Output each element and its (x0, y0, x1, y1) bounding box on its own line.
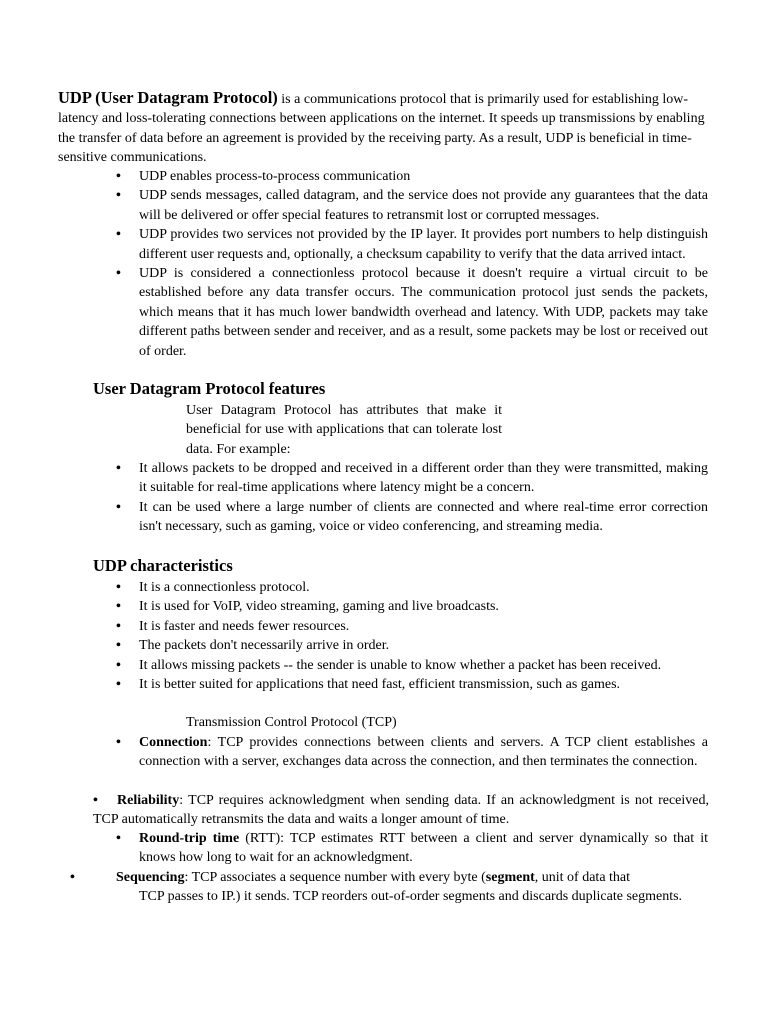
intro-lead: UDP (User Datagram Protocol) (58, 88, 278, 107)
characteristics-bullet-list (116, 578, 708, 694)
sequencing-text-2: , unit of data that (534, 870, 631, 885)
characteristics-heading: UDP characteristics (93, 556, 233, 575)
connection-term: Connection (139, 735, 208, 750)
tcp-rtt-list (116, 829, 708, 868)
tcp-sequencing (70, 868, 720, 907)
list-item: • It allows missing packets -- the sender is unable to know whether a packet has been received. (116, 656, 708, 675)
segment-term: segment (485, 870, 535, 885)
features-bullet-list (116, 459, 708, 537)
sequencing-continuation: TCP passes to IP.) it sends. TCP reorders out-of-order segments and discards duplicate segments. (139, 889, 683, 905)
list-item: • It is a connectionless protocol. (116, 578, 708, 597)
tcp-connection-list (116, 733, 708, 772)
list-item: • UDP is considered a connectionless protocol because it doesn't require a virtual circuit to be established before any data transfer occurs. The communication protocol just sends the packets, which means that it has much lower bandwidth overhead and latency. With UDP, packets may take different paths between sender and receiver, and as a result, some packets may be lost or received out of order. (116, 264, 708, 361)
list-item: • It allows packets to be dropped and received in a different order than they were transmitted, making it suitable for real-time applications where latency might be a concern. (116, 459, 708, 498)
intro-paragraph (58, 88, 718, 168)
bullet-dot: • (93, 793, 98, 808)
rtt-term: Round-trip time (139, 831, 240, 846)
features-heading: User Datagram Protocol features (93, 379, 326, 398)
bullet-dot: • (70, 870, 75, 885)
list-item: • UDP enables process-to-process communication (116, 167, 708, 186)
sequencing-first-line (70, 868, 720, 887)
list-item: • The packets don't necessarily arrive in order. (116, 636, 708, 655)
list-item (116, 733, 708, 772)
list-item: • It is better suited for applications that need fast, efficient transmission, such as games. (116, 675, 708, 694)
intro-bullet-list (116, 167, 708, 361)
list-item (116, 829, 708, 868)
sequencing-term: Sequencing (116, 870, 185, 885)
list-item: • It is used for VoIP, video streaming, gaming and live broadcasts. (116, 597, 708, 616)
intro-text: is a communications protocol that is primarily used for establishing low-latency and loss-tolerating connections between applications on the internet. It speeds up transmissions by enabling the transfer of data before an agreement is provided by the receiving party. As a result, UDP is beneficial in time-sensitive communications. (58, 92, 705, 166)
connection-text: : TCP provides connections between clients and servers. A TCP client establishes a connection with a server, exchanges data across the connection, and then terminates the connection. (139, 735, 708, 770)
rtt-text: (RTT): TCP estimates RTT between a client and server dynamically so that it knows how long to wait for an acknowledgment. (139, 831, 708, 866)
tcp-reliability (93, 791, 709, 830)
list-item: • It is faster and needs fewer resources. (116, 617, 708, 636)
features-intro: User Datagram Protocol has attributes that make it beneficial for use with applications that can tolerate lost data. For example: (186, 403, 502, 457)
list-item: • UDP sends messages, called datagram, and the service does not provide any guarantees that the data will be delivered or offer special features to retransmit lost or corrupted messages. (116, 186, 708, 225)
tcp-title: Transmission Control Protocol (TCP) (186, 715, 397, 730)
reliability-text: : TCP requires acknowledgment when sending data. If an acknowledgment is not received, TCP automatically retransmits the data and waits a longer amount of time. (93, 793, 709, 828)
sequencing-text: : TCP associates a sequence number with every byte ( (184, 870, 486, 885)
reliability-term: Reliability (117, 793, 180, 808)
list-item: • UDP provides two services not provided by the IP layer. It provides port numbers to help distinguish different user requests and, optionally, a checksum capability to verify that the data arrived intact. (116, 225, 708, 264)
list-item: • It can be used where a large number of clients are connected and where real-time error correction isn't necessary, such as gaming, voice or video conferencing, and streaming media. (116, 498, 708, 537)
